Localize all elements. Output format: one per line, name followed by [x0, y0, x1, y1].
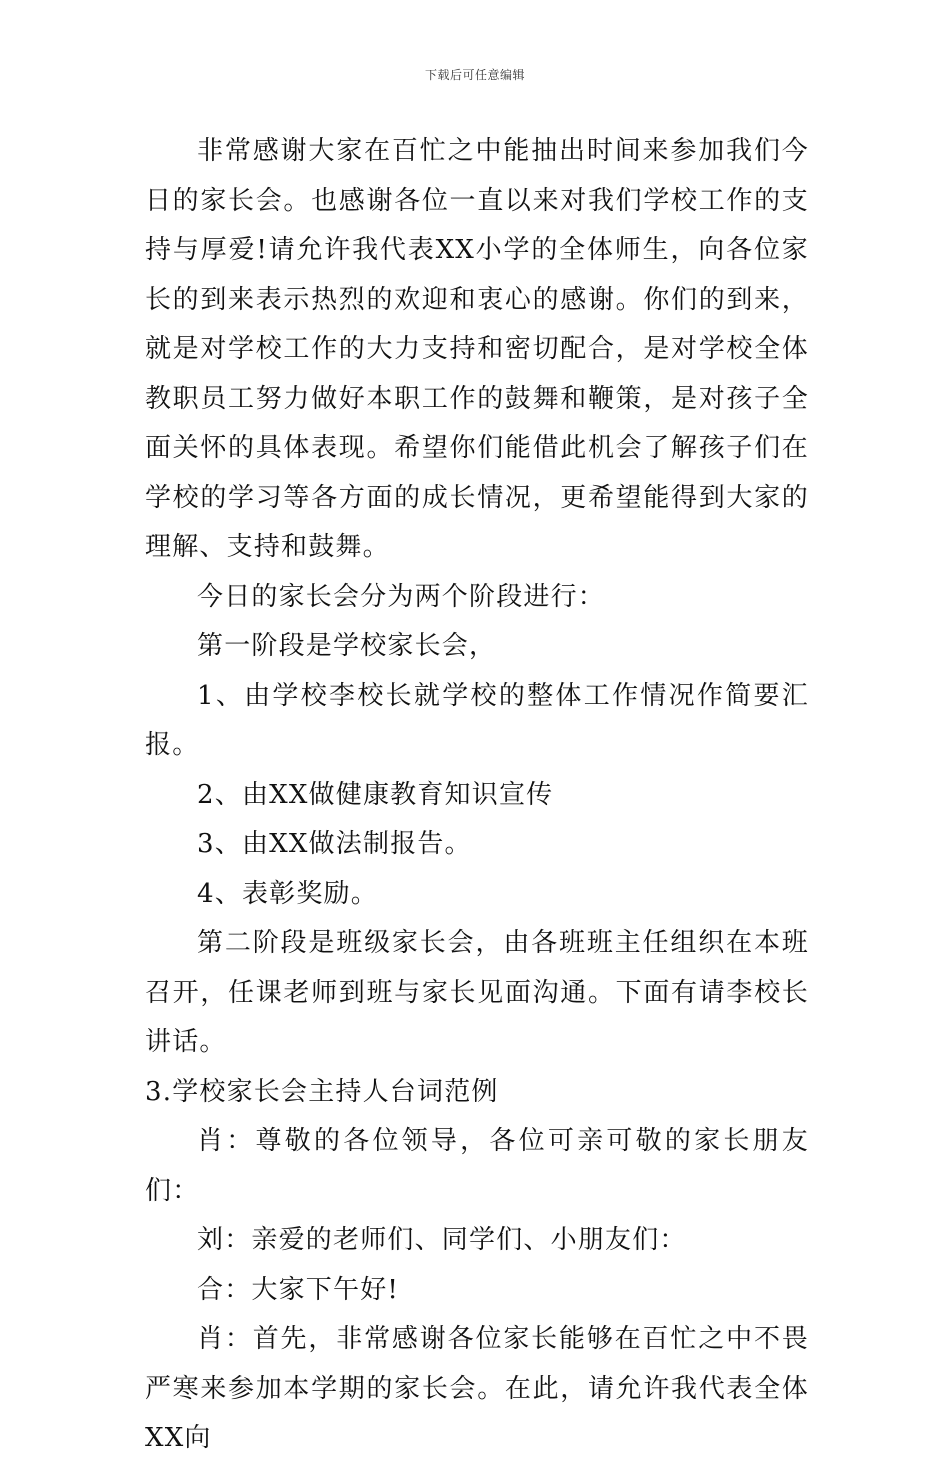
- dialogue-line-liu-1: 刘：亲爱的老师们、同学们、小朋友们：: [197, 1225, 687, 1255]
- dialogue-line-together: 合：大家下午好!: [197, 1274, 400, 1305]
- dialogue-line-xiao-1: 肖：尊敬的各位领导，各位可亲可敬的家长朋友们：: [145, 1126, 809, 1206]
- list-item-4: 4、表彰奖励。: [197, 878, 378, 909]
- document-body: [145, 127, 809, 1464]
- paragraph-stage-one: 第一阶段是学校家长会，: [197, 631, 497, 661]
- list-item-3: 3、由XX做法制报告。: [197, 829, 472, 859]
- section-heading: 3.学校家长会主持人台词范例: [145, 1076, 499, 1107]
- dialogue-line-xiao-2: 肖：首先，非常感谢各位家长能够在百忙之中不畏严寒来参加本学期的家长会。在此，请允许我代表全体XX向: [145, 1324, 809, 1453]
- paragraph-stage-two: 第二阶段是班级家长会，由各班班主任组织在本班召开，任课老师到班与家长见面沟通。下面有请李校长讲话。: [145, 928, 809, 1057]
- paragraph-stages: 今日的家长会分为两个阶段进行：: [197, 581, 606, 612]
- paragraph-intro: 非常感谢大家在百忙之中能抽出时间来参加我们今日的家长会。也感谢各位一直以来对我们学校工作的支持与厚爱!请允许我代表XX小学的全体师生，向各位家长的到来表示热烈的欢迎和衷心的感谢。你们的到来，就是对学校工作的大力支持和密切配合，是对学校全体教职员工努力做好本职工作的鼓舞和鞭策，是对孩子全面关怀的具体表现。希望你们能借此机会了解孩子们在学校的学习等各方面的成长情况，更希望能得到大家的理解、支持和鼓舞。: [145, 136, 809, 562]
- list-item-2: 2、由XX做健康教育知识宣传: [197, 779, 554, 810]
- page-header: 下载后可任意编辑: [424, 68, 525, 82]
- list-item-1: 1、由学校李校长就学校的整体工作情况作简要汇报。: [145, 680, 809, 760]
